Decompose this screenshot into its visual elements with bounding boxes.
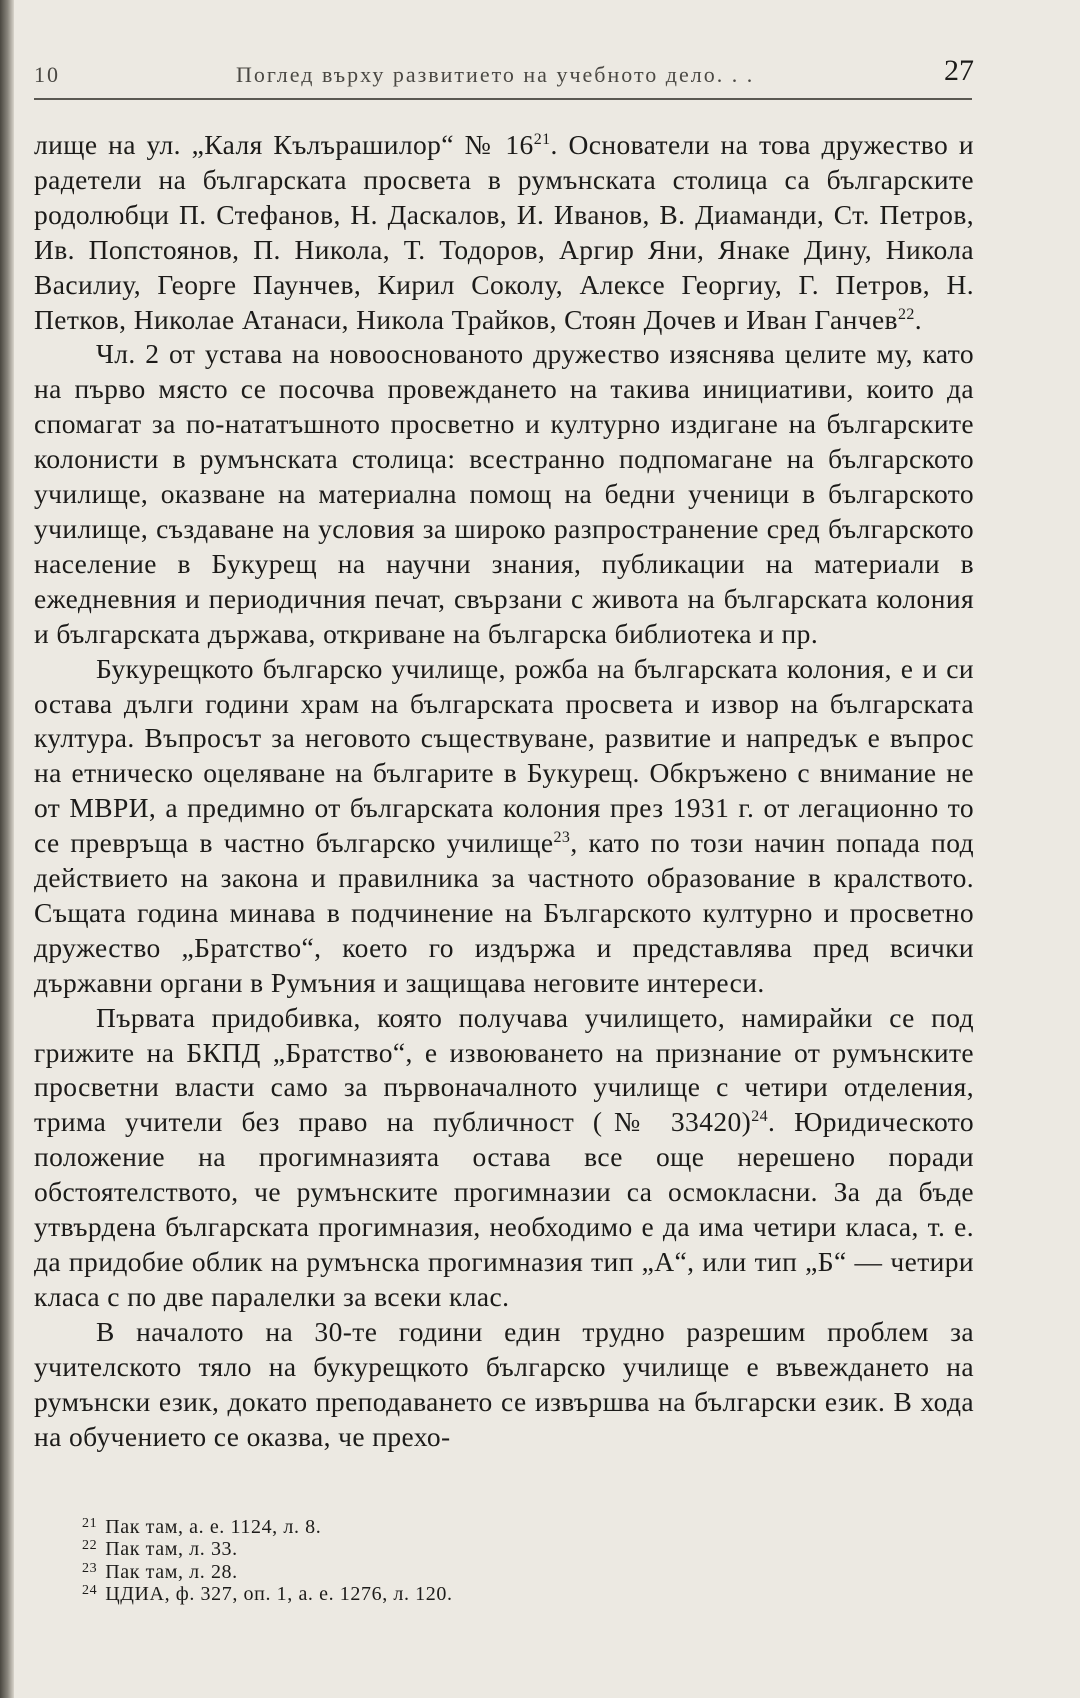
footnote-22 (82, 1538, 882, 1560)
footnote-23 (82, 1561, 882, 1583)
footnote-ref-23: 23 (553, 829, 571, 847)
text-segment: В началото на 30-те години един трудно разрешим проблем за учителското тяло на букурещкото българско училище е въвеждането на румънски език, докато преподаването се извършва на български език. В хода на обучението се оказва, че прехо- (34, 1315, 974, 1452)
footnotes (82, 1516, 882, 1606)
book-spine-shadow (0, 0, 14, 1698)
footnote-number: 21 (82, 1516, 98, 1531)
paragraph-4 (34, 1001, 974, 1315)
footnote-text: Пак там, а. е. 1124, л. 8. (105, 1516, 322, 1538)
footnote-text: Пак там, л. 28. (105, 1560, 238, 1583)
footnote-24 (82, 1583, 882, 1605)
text-segment: . (914, 303, 923, 335)
book-page (34, 0, 1044, 1698)
text-segment: Букурещкото българско училище, рожба на българската колония, е и си остава дълги години храм на българската просвета и извор на българската култура. Въпросът за неговото съществуване, развитие и напредък е въпрос на етническо оцеляване на българите в Букурещ. Обкръжено с внимание не от МВРИ, а предимно от българската колония през 1931 г. от легационно то се превръща в частно българско училище (34, 652, 974, 859)
footnote-number: 22 (82, 1538, 98, 1554)
running-head-title: Поглед върху развитието на учебното дело. . . (236, 62, 755, 87)
body-text (34, 128, 974, 1454)
text-segment: Първата придобивка, която получава училището, намирайки се под грижите на БКПД „Братство“, е извоюването на признание от румънските просветни власти само за първоначалното училище с четири отделения, трима учители без право на публичност (№ 33420) (34, 1001, 974, 1138)
paragraph-5 (34, 1315, 974, 1455)
running-head-left-mark: 10 (34, 62, 60, 87)
text-segment: . Основатели на това дружество и радетели на българската просвета в румънската столица са българските родолюбци П. Стефанов, Н. Даскалов, И. Иванов, В. Диаманди, Ст. Петров, Ив. Попстоянов, П. Никола, Т. Тодоров, Аргир Яни, Янаке Дину, Никола Василиу, Георге Паунчев, Кирил Соколу, Алексе Георгиу, Г. Петров, Н. Петков, Николае Атанаси, Никола Трайков, Стоян Дочев и Иван Ганчев (34, 129, 974, 335)
paragraph-1 (34, 128, 974, 337)
paragraph-3 (34, 652, 974, 1001)
footnote-text: ЦДИА, ф. 327, оп. 1, а. е. 1276, л. 120. (105, 1583, 453, 1606)
footnote-ref-21: 21 (533, 131, 551, 148)
footnote-21 (82, 1516, 882, 1538)
header-rule (34, 98, 972, 100)
footnote-text: Пак там, л. 33. (105, 1538, 238, 1561)
text-segment: Чл. 2 от устава на новооснованото дружество изяснява целите му, като на първо място се посочва провеждането на такива инициативи, които да спомагат за по-нататъшното просветно и културно издигане на българските колонисти в румънската столица: всестранно подпомагане на българското училище, оказване на материална помощ на бедни ученици в българското училище, създаване на условия за широко разпространение сред българското население в Букурещ на научни знания, публикации на материали в ежедневния и периодичния печат, свързани с живота на българската колония и българската държава, откриване на българска библиотека и пр. (34, 338, 974, 649)
text-segment: . Юридическото положение на прогимназията остава все още нерешено поради обстоятелството, че румънските прогимназии са осмокласни. За да бъде утвърдена българската прогимназия, необходимо е да има четири класа, т. е. да придобие облик на румънска прогимназия тип „А“, или тип „Б“ — четири класа с по две паралелки за всеки клас. (34, 1106, 974, 1312)
text-segment: лище на ул. „Каля Кълърашилор“ № 16 (34, 129, 534, 160)
paragraph-2 (34, 337, 974, 651)
footnote-ref-22: 22 (897, 305, 915, 323)
text-segment: , като по този начин попада под действието на закона и правилника за частното образование в кралството. Същата година минава в подчинение на Българското културно и просветно дружество „Братство“, което го издържа и представлява пред всички държавни органи в Румъния и защищава неговите интереси. (34, 827, 974, 998)
footnote-number: 24 (82, 1583, 98, 1599)
page-number: 27 (944, 54, 974, 87)
running-head (34, 54, 974, 98)
footnote-ref-24: 24 (751, 1108, 769, 1126)
footnote-number: 23 (82, 1560, 98, 1576)
